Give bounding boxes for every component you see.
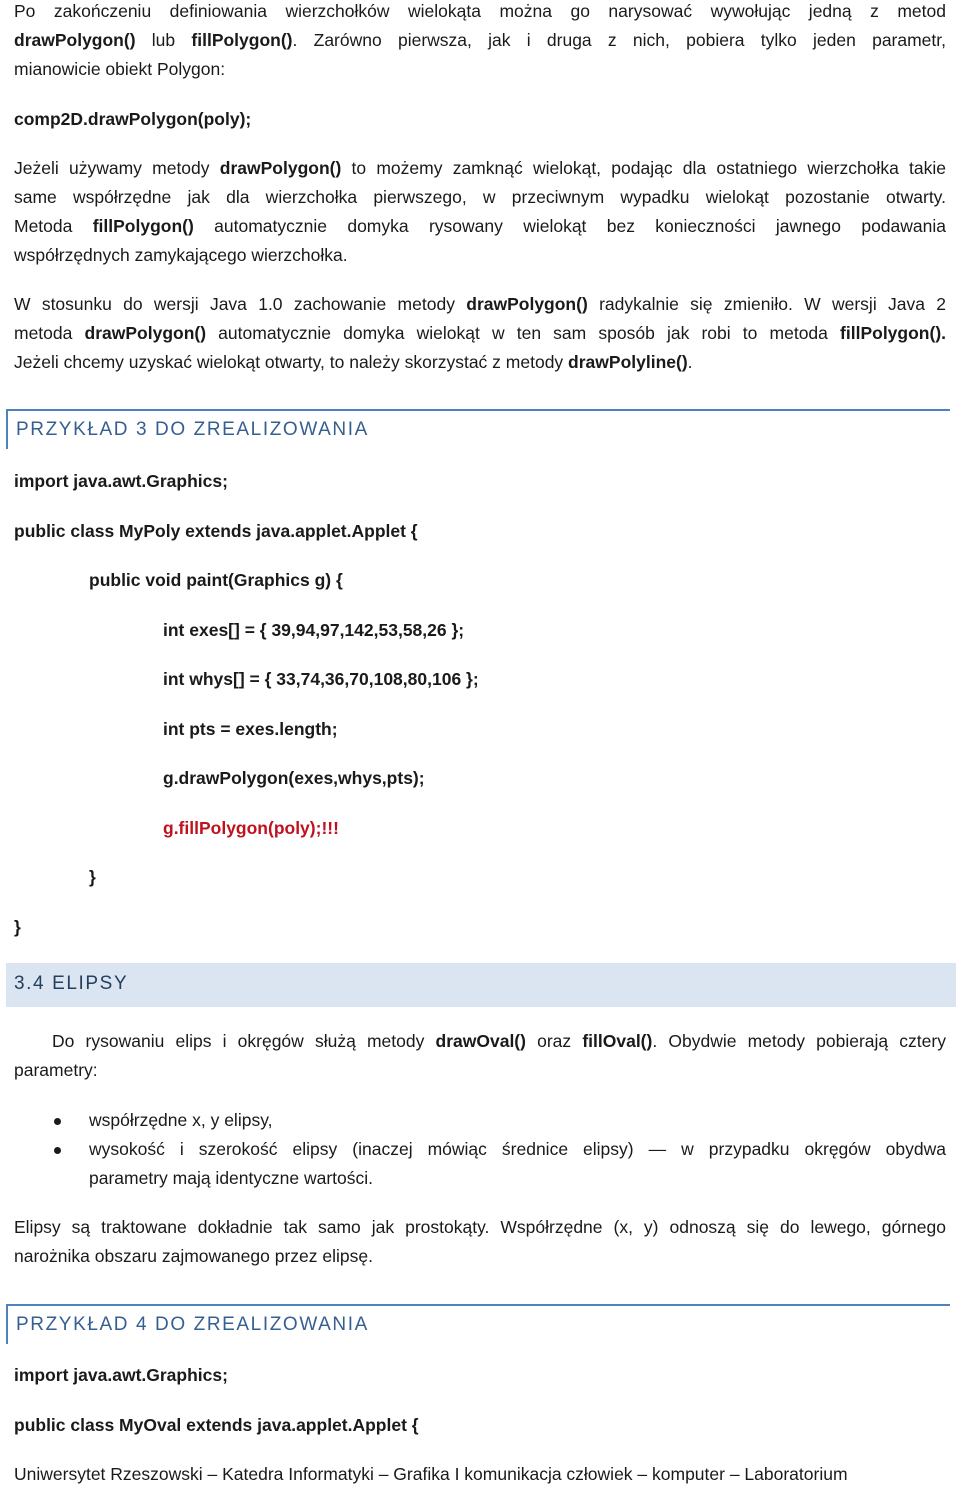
- example-3-heading-text: PRZYKŁAD 3 DO ZREALIZOWANIA: [16, 419, 369, 440]
- text-fragment: .: [687, 352, 693, 372]
- paragraph-ellipse-coordinates: [14, 1213, 946, 1271]
- method-name: drawPolygon(): [14, 30, 136, 50]
- intro-paragraph: [14, 0, 946, 84]
- text-fragment: automatycznie domyka rysowany wielokąt bez konieczności jawnego podawania: [193, 216, 946, 236]
- method-name: fillPolygon(): [92, 216, 194, 236]
- list-item-text-line-1: wysokość i szerokość elipsy (inaczej mówiąc średnice elipsy) — w przypadku okręgów obydwa: [89, 1139, 946, 1159]
- bullet-icon: [54, 1147, 61, 1154]
- example-4-heading-text: PRZYKŁAD 4 DO ZREALIZOWANIA: [16, 1314, 369, 1335]
- code-import: import java.awt.Graphics;: [14, 471, 228, 491]
- para5-line-1: Elipsy są traktowane dokładnie tak samo jak prostokąty. Współrzędne (x, y) odnoszą się do lewego, górnego: [14, 1217, 946, 1237]
- text-fragment: oraz: [525, 1031, 583, 1051]
- method-name: fillPolygon().: [840, 323, 947, 343]
- list-item: [14, 1135, 946, 1193]
- code-line-pts: int pts = exes.length;: [163, 719, 338, 739]
- paragraph-java-versions: [14, 290, 946, 377]
- code-class-declaration-2: public class MyOval extends java.applet.Applet {: [14, 1415, 419, 1435]
- list-item-text-line-2: parametry mają identyczne wartości.: [89, 1168, 373, 1188]
- method-name: drawOval(): [435, 1031, 526, 1051]
- list-item: [14, 1106, 946, 1135]
- para5-line-2: narożnika obszaru zajmowanego przez elipsę.: [14, 1246, 373, 1266]
- code-line-whys: int whys[] = { 33,74,36,70,108,80,106 };: [163, 669, 479, 689]
- code-close-class: }: [14, 917, 21, 937]
- intro-line-3: mianowicie obiekt Polygon:: [14, 59, 226, 79]
- method-name: fillPolygon(): [191, 30, 293, 50]
- text-fragment: W stosunku do wersji Java 1.0 zachowanie metody: [14, 294, 467, 314]
- text-fragment: . Obydwie metody pobierają cztery: [652, 1031, 946, 1051]
- text-fragment: Metoda: [14, 216, 93, 236]
- code-draw-polygon: comp2D.drawPolygon(poly);: [14, 109, 252, 129]
- code-line-draw-polygon: g.drawPolygon(exes,whys,pts);: [163, 768, 425, 788]
- bullet-icon: [54, 1118, 61, 1125]
- method-name: drawPolyline(): [568, 352, 688, 372]
- para2-line-1: [14, 154, 946, 183]
- para2-line-2: same współrzędne jak dla wierzchołka pierwszego, w przeciwnym wypadku wielokąt pozostanie otwarty.: [14, 187, 946, 207]
- method-name: drawPolygon(): [219, 158, 342, 178]
- intro-line-2: [14, 26, 946, 55]
- para3-line-1: [14, 290, 946, 319]
- text-fragment: Jeżeli używamy metody: [14, 158, 220, 178]
- code-line-fill-polygon-highlight: g.fillPolygon(poly);!!!: [163, 818, 339, 838]
- text-fragment: Do rysowaniu elips i okręgów służą metody: [52, 1031, 436, 1051]
- para3-line-2: [14, 319, 946, 348]
- paragraph-draw-vs-fill: [14, 154, 946, 270]
- method-name: fillOval(): [582, 1031, 653, 1051]
- method-name: drawPolygon(): [84, 323, 207, 343]
- page-footer: Uniwersytet Rzeszowski – Katedra Informatyki – Grafika I komunikacja człowiek – komputer – Laboratorium: [14, 1464, 848, 1484]
- text-fragment: to możemy zamknąć wielokąt, podając dla ostatniego wierzchołka takie: [341, 158, 946, 178]
- intro-line-1: Po zakończeniu definiowania wierzchołków wielokąta można go narysować wywołując jedną z metod: [14, 1, 946, 21]
- example-4-heading: [6, 1304, 950, 1344]
- example-3-heading: [6, 409, 950, 449]
- code-line-exes: int exes[] = { 39,94,97,142,53,58,26 };: [163, 620, 465, 640]
- text-fragment: . Zarówno pierwsza, jak i druga z nich, pobiera tylko jeden parametr,: [292, 30, 947, 50]
- text-fragment: Jeżeli chcemy uzyskać wielokąt otwarty, to należy skorzystać z metody: [14, 352, 569, 372]
- text-fragment: radykalnie się zmieniło. W wersji Java 2: [587, 294, 946, 314]
- code-close-method: }: [89, 867, 96, 887]
- code-import-2: import java.awt.Graphics;: [14, 1365, 228, 1385]
- paragraph-ellipse-methods: [14, 1027, 946, 1085]
- para4-line-2: parametry:: [14, 1060, 98, 1080]
- method-name: drawPolygon(): [466, 294, 588, 314]
- code-class-declaration: public class MyPoly extends java.applet.Applet {: [14, 521, 418, 541]
- section-heading-bar: [6, 963, 956, 1007]
- code-method-declaration: public void paint(Graphics g) {: [89, 570, 343, 590]
- text-fragment: lub: [135, 30, 192, 50]
- text-fragment: automatycznie domyka wielokąt w ten sam sposób jak robi to metoda: [206, 323, 841, 343]
- para2-line-4: współrzędnych zamykającego wierzchołka.: [14, 245, 348, 265]
- para2-line-3: [14, 212, 946, 241]
- para4-line-1: [14, 1027, 946, 1056]
- list-item-text: współrzędne x, y elipsy,: [89, 1110, 273, 1130]
- section-title: 3.4 ELIPSY: [14, 973, 129, 994]
- text-fragment: metoda: [14, 323, 85, 343]
- para3-line-3: [14, 348, 946, 377]
- parameter-list: [14, 1106, 946, 1193]
